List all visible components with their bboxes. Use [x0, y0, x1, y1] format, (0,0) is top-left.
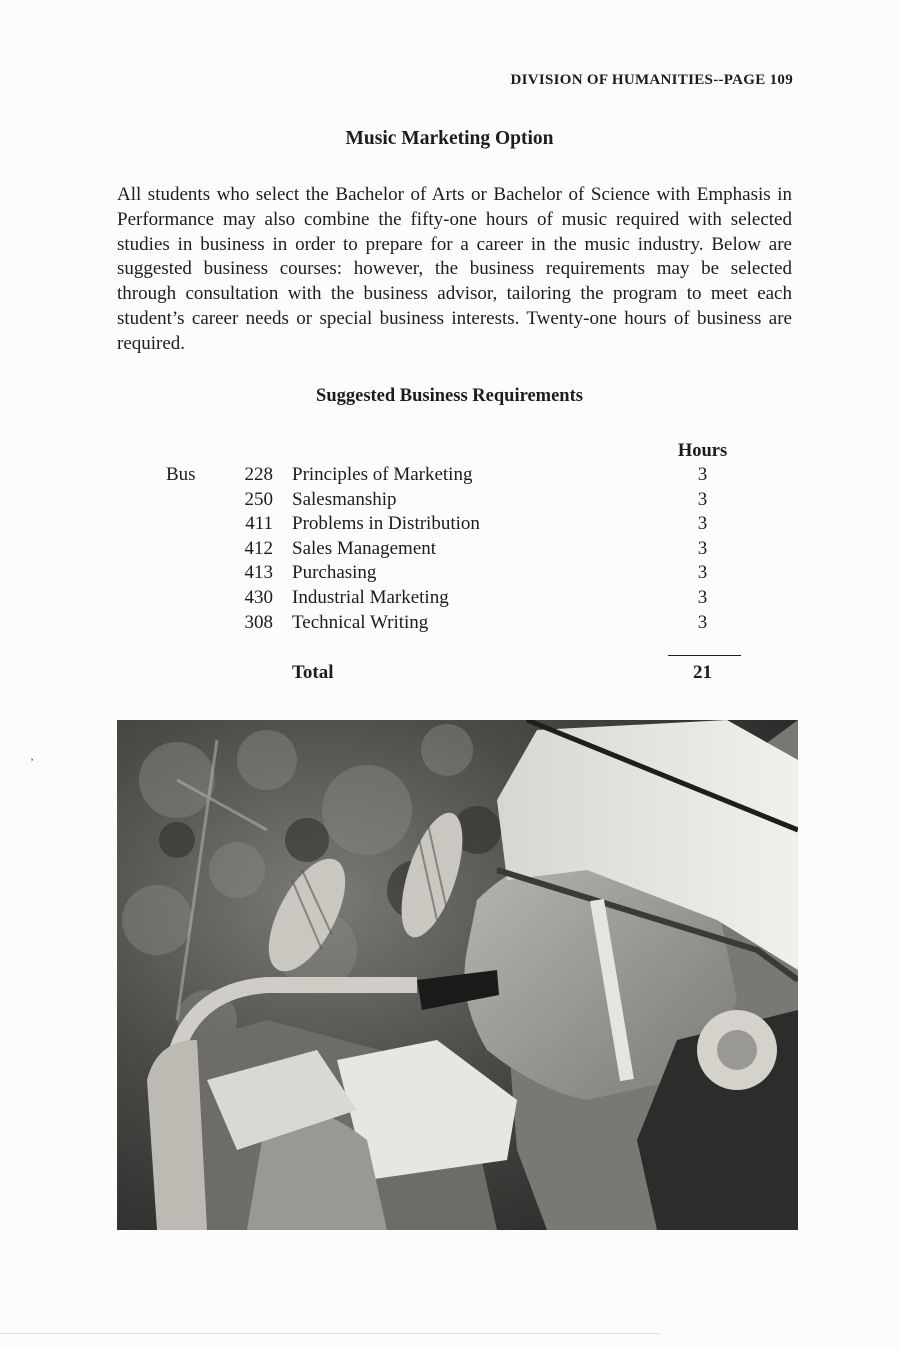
requirements-title: Suggested Business Requirements: [316, 386, 583, 406]
course-name: Principles of Marketing: [292, 464, 473, 485]
course-number: 250: [244, 488, 273, 510]
department-code: Bus: [166, 464, 196, 485]
course-name: Purchasing: [292, 562, 377, 584]
total-label: Total: [292, 662, 334, 683]
course-hours: 3: [697, 611, 708, 633]
course-row: [0, 489, 899, 514]
marching-band-illustration: [117, 720, 798, 1230]
course-hours: 3: [697, 464, 708, 485]
course-name: Industrial Marketing: [292, 586, 449, 608]
course-number: 412: [244, 537, 273, 559]
course-number: 413: [244, 562, 273, 584]
course-number: 411: [245, 513, 273, 535]
course-row: [0, 612, 899, 637]
course-hours: 3: [697, 562, 708, 584]
course-number: 430: [244, 586, 273, 608]
course-name: Salesmanship: [292, 488, 397, 510]
course-hours: 3: [697, 537, 708, 559]
course-row: [0, 562, 899, 587]
course-hours: 3: [697, 513, 708, 535]
running-head: DIVISION OF HUMANITIES--PAGE 109: [510, 72, 793, 88]
course-name: Problems in Distribution: [292, 513, 480, 535]
course-row: [0, 587, 899, 612]
course-row: [0, 513, 899, 538]
course-row: [0, 464, 899, 489]
intro-paragraph: All students who select the Bachelor of Arts or Bachelor of Science with Emphasis in Performance may also combine the fifty-one hours of music required with selected studies in business in order to prepare for a career in the music industry. Below are suggested business courses: however, the business requirements may be selected through consultation with the business advisor, tailoring the program to meet each student’s career needs or special business interests. Twenty-one hours of business are required.: [117, 184, 792, 354]
course-table: [0, 464, 899, 636]
course-name: Technical Writing: [292, 611, 429, 633]
band-photo: [117, 720, 798, 1230]
course-row: [0, 538, 899, 563]
course-hours: 3: [697, 488, 708, 510]
course-hours: 3: [697, 586, 708, 608]
course-number: 228: [244, 464, 273, 485]
bottom-edge-line: [0, 1333, 660, 1334]
course-name: Sales Management: [292, 537, 437, 559]
hours-column-header: Hours: [677, 441, 728, 461]
section-title: Music Marketing Option: [345, 128, 554, 149]
course-number: 308: [244, 611, 273, 633]
stray-mark: ’: [30, 755, 34, 769]
total-hours: 21: [693, 662, 712, 683]
total-rule: [668, 655, 741, 656]
